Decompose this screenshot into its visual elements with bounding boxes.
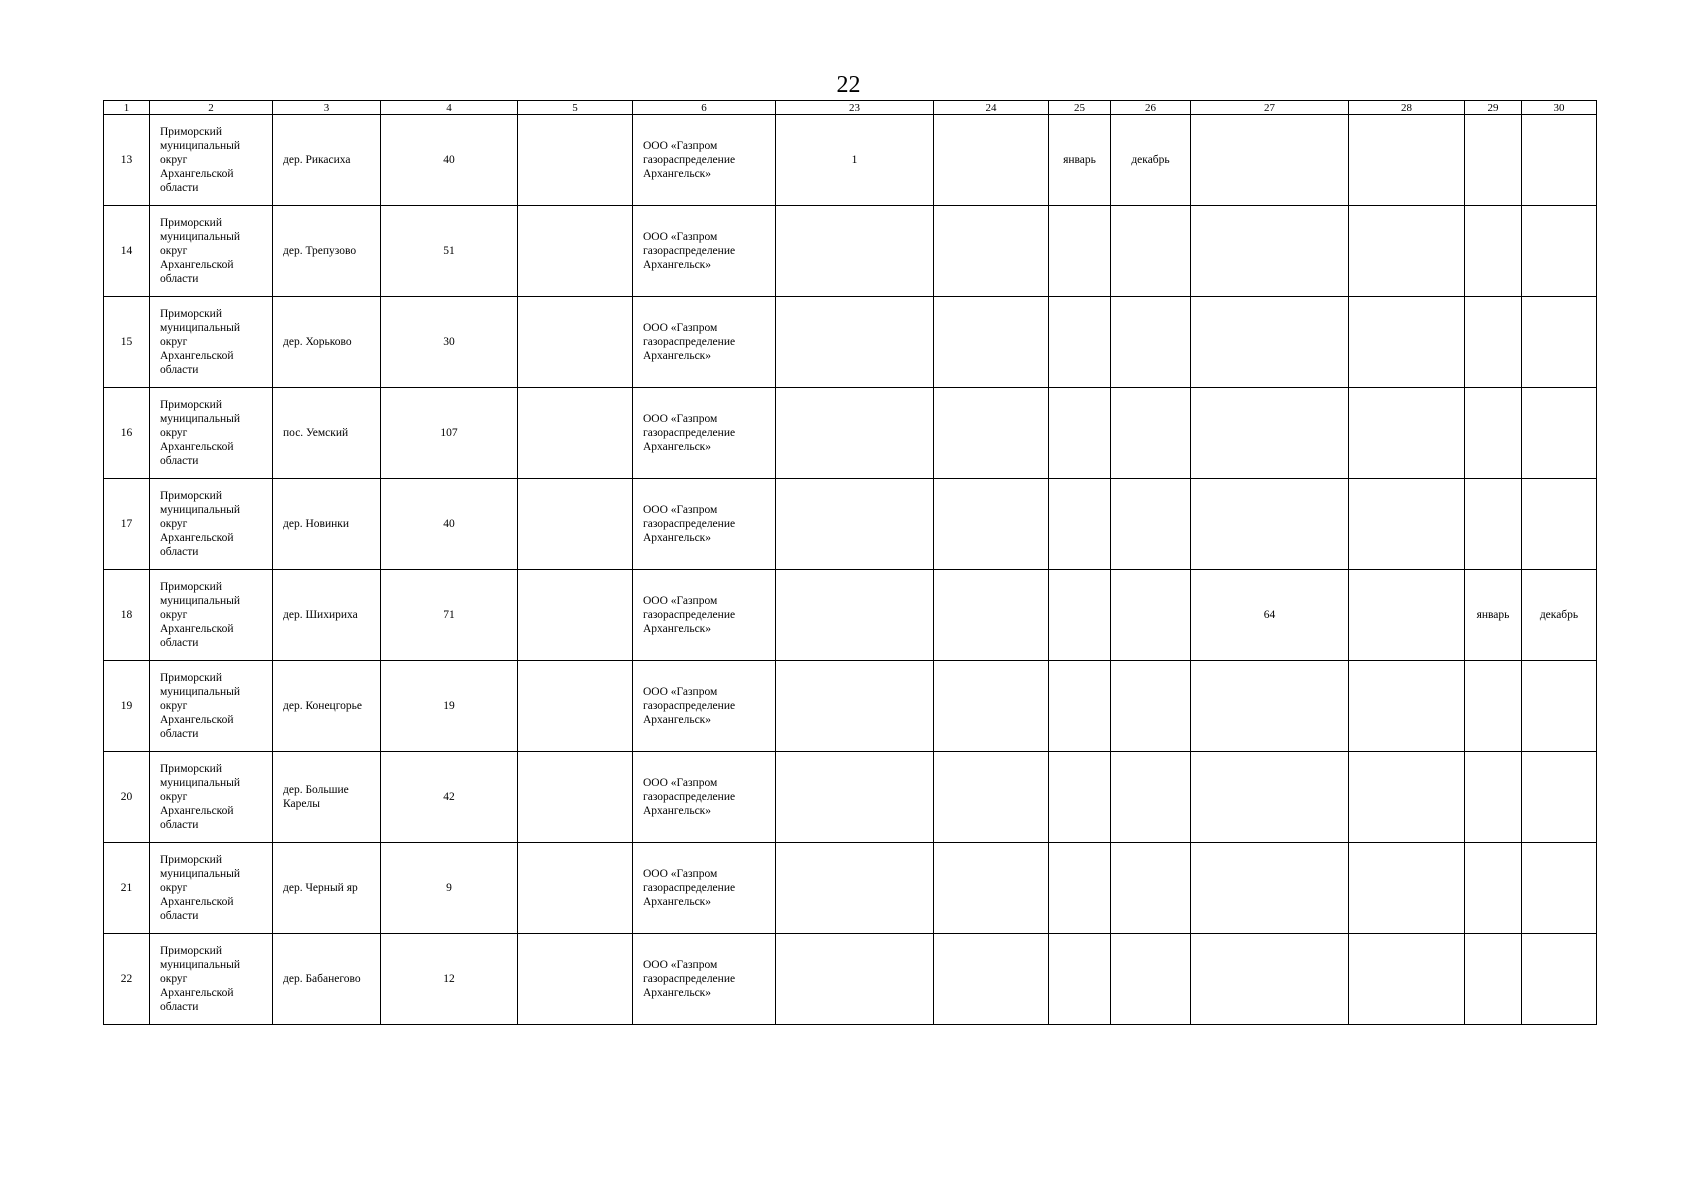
value-col24-cell xyxy=(934,115,1049,206)
value-col23-cell: 1 xyxy=(776,115,934,206)
start-month-cell xyxy=(1049,934,1111,1025)
column-header: 24 xyxy=(934,101,1049,115)
table-row xyxy=(104,388,1597,479)
end-month-cell xyxy=(1111,206,1191,297)
end-month-cell xyxy=(1111,570,1191,661)
column-header: 27 xyxy=(1191,101,1349,115)
value-col27-cell xyxy=(1191,388,1349,479)
column-header: 23 xyxy=(776,101,934,115)
value-col24-cell xyxy=(934,206,1049,297)
settlement-cell: дер. Большие Карелы xyxy=(273,752,381,843)
organization-cell: ООО «Газпром газораспределение Архангельск» xyxy=(633,843,776,934)
value-col28-cell xyxy=(1349,570,1465,661)
district-cell: Приморский муниципальный округ Архангельской области xyxy=(150,388,273,479)
table-body xyxy=(104,115,1597,1025)
column-header: 1 xyxy=(104,101,150,115)
start-month-2-cell xyxy=(1465,115,1522,206)
column-header: 5 xyxy=(518,101,633,115)
district-cell: Приморский муниципальный округ Архангельской области xyxy=(150,115,273,206)
settlement-cell: дер. Шихириха xyxy=(273,570,381,661)
value-col27-cell xyxy=(1191,752,1349,843)
start-month-2-cell xyxy=(1465,479,1522,570)
start-month-2-cell xyxy=(1465,752,1522,843)
value-col4-cell: 42 xyxy=(381,752,518,843)
table-row xyxy=(104,661,1597,752)
value-col5-cell xyxy=(518,570,633,661)
end-month-cell: декабрь xyxy=(1111,115,1191,206)
end-month-2-cell xyxy=(1522,297,1597,388)
settlement-cell: дер. Хорьково xyxy=(273,297,381,388)
value-col28-cell xyxy=(1349,297,1465,388)
start-month-cell xyxy=(1049,570,1111,661)
value-col5-cell xyxy=(518,297,633,388)
value-col4-cell: 40 xyxy=(381,479,518,570)
value-col4-cell: 12 xyxy=(381,934,518,1025)
value-col28-cell xyxy=(1349,934,1465,1025)
district-cell: Приморский муниципальный округ Архангельской области xyxy=(150,843,273,934)
start-month-cell xyxy=(1049,388,1111,479)
value-col4-cell: 30 xyxy=(381,297,518,388)
column-header: 30 xyxy=(1522,101,1597,115)
start-month-cell: январь xyxy=(1049,115,1111,206)
value-col24-cell xyxy=(934,843,1049,934)
organization-cell: ООО «Газпром газораспределение Архангельск» xyxy=(633,479,776,570)
value-col4-cell: 40 xyxy=(381,115,518,206)
district-cell: Приморский муниципальный округ Архангельской области xyxy=(150,934,273,1025)
value-col24-cell xyxy=(934,479,1049,570)
value-col23-cell xyxy=(776,297,934,388)
organization-cell: ООО «Газпром газораспределение Архангельск» xyxy=(633,297,776,388)
value-col5-cell xyxy=(518,752,633,843)
value-col23-cell xyxy=(776,206,934,297)
table-row xyxy=(104,843,1597,934)
table-row xyxy=(104,297,1597,388)
row-number-cell: 18 xyxy=(104,570,150,661)
value-col23-cell xyxy=(776,479,934,570)
value-col27-cell xyxy=(1191,297,1349,388)
settlement-cell: дер. Трепузово xyxy=(273,206,381,297)
end-month-2-cell xyxy=(1522,388,1597,479)
value-col28-cell xyxy=(1349,479,1465,570)
value-col4-cell: 71 xyxy=(381,570,518,661)
organization-cell: ООО «Газпром газораспределение Архангельск» xyxy=(633,752,776,843)
end-month-cell xyxy=(1111,479,1191,570)
district-cell: Приморский муниципальный округ Архангельской области xyxy=(150,297,273,388)
value-col5-cell xyxy=(518,206,633,297)
row-number-cell: 15 xyxy=(104,297,150,388)
page-number: 22 xyxy=(836,72,861,98)
row-number-cell: 21 xyxy=(104,843,150,934)
end-month-2-cell xyxy=(1522,206,1597,297)
end-month-cell xyxy=(1111,752,1191,843)
value-col27-cell xyxy=(1191,206,1349,297)
value-col23-cell xyxy=(776,752,934,843)
settlement-cell: пос. Уемский xyxy=(273,388,381,479)
value-col5-cell xyxy=(518,388,633,479)
start-month-2-cell xyxy=(1465,934,1522,1025)
start-month-2-cell xyxy=(1465,206,1522,297)
table-row xyxy=(104,115,1597,206)
value-col4-cell: 9 xyxy=(381,843,518,934)
end-month-cell xyxy=(1111,843,1191,934)
value-col23-cell xyxy=(776,570,934,661)
end-month-2-cell xyxy=(1522,843,1597,934)
value-col23-cell xyxy=(776,843,934,934)
value-col28-cell xyxy=(1349,115,1465,206)
gasification-table xyxy=(103,100,1597,1025)
start-month-cell xyxy=(1049,297,1111,388)
value-col28-cell xyxy=(1349,388,1465,479)
value-col4-cell: 107 xyxy=(381,388,518,479)
organization-cell: ООО «Газпром газораспределение Архангельск» xyxy=(633,934,776,1025)
column-header: 2 xyxy=(150,101,273,115)
value-col28-cell xyxy=(1349,752,1465,843)
start-month-2-cell: январь xyxy=(1465,570,1522,661)
start-month-2-cell xyxy=(1465,661,1522,752)
value-col24-cell xyxy=(934,570,1049,661)
value-col23-cell xyxy=(776,934,934,1025)
end-month-2-cell xyxy=(1522,479,1597,570)
start-month-cell xyxy=(1049,843,1111,934)
district-cell: Приморский муниципальный округ Архангельской области xyxy=(150,206,273,297)
value-col24-cell xyxy=(934,661,1049,752)
settlement-cell: дер. Конецгорье xyxy=(273,661,381,752)
start-month-cell xyxy=(1049,206,1111,297)
settlement-cell: дер. Новинки xyxy=(273,479,381,570)
value-col4-cell: 51 xyxy=(381,206,518,297)
value-col27-cell xyxy=(1191,115,1349,206)
end-month-2-cell xyxy=(1522,115,1597,206)
start-month-cell xyxy=(1049,661,1111,752)
value-col28-cell xyxy=(1349,661,1465,752)
value-col27-cell: 64 xyxy=(1191,570,1349,661)
organization-cell: ООО «Газпром газораспределение Архангельск» xyxy=(633,206,776,297)
value-col5-cell xyxy=(518,934,633,1025)
row-number-cell: 19 xyxy=(104,661,150,752)
value-col5-cell xyxy=(518,115,633,206)
column-header: 28 xyxy=(1349,101,1465,115)
settlement-cell: дер. Бабанегово xyxy=(273,934,381,1025)
column-header: 6 xyxy=(633,101,776,115)
row-number-cell: 16 xyxy=(104,388,150,479)
organization-cell: ООО «Газпром газораспределение Архангельск» xyxy=(633,570,776,661)
end-month-cell xyxy=(1111,661,1191,752)
value-col5-cell xyxy=(518,661,633,752)
organization-cell: ООО «Газпром газораспределение Архангельск» xyxy=(633,661,776,752)
column-header: 29 xyxy=(1465,101,1522,115)
value-col27-cell xyxy=(1191,479,1349,570)
row-number-cell: 20 xyxy=(104,752,150,843)
value-col24-cell xyxy=(934,934,1049,1025)
table-row xyxy=(104,479,1597,570)
end-month-2-cell xyxy=(1522,661,1597,752)
table-row xyxy=(104,570,1597,661)
end-month-2-cell: декабрь xyxy=(1522,570,1597,661)
start-month-cell xyxy=(1049,752,1111,843)
settlement-cell: дер. Рикасиха xyxy=(273,115,381,206)
value-col28-cell xyxy=(1349,206,1465,297)
row-number-cell: 17 xyxy=(104,479,150,570)
start-month-cell xyxy=(1049,479,1111,570)
value-col4-cell: 19 xyxy=(381,661,518,752)
value-col27-cell xyxy=(1191,843,1349,934)
start-month-2-cell xyxy=(1465,297,1522,388)
column-header: 4 xyxy=(381,101,518,115)
value-col23-cell xyxy=(776,661,934,752)
value-col27-cell xyxy=(1191,661,1349,752)
end-month-cell xyxy=(1111,388,1191,479)
organization-cell: ООО «Газпром газораспределение Архангельск» xyxy=(633,388,776,479)
column-header: 3 xyxy=(273,101,381,115)
table-row xyxy=(104,934,1597,1025)
column-number-row xyxy=(104,101,1597,115)
row-number-cell: 14 xyxy=(104,206,150,297)
row-number-cell: 13 xyxy=(104,115,150,206)
end-month-cell xyxy=(1111,297,1191,388)
column-header: 25 xyxy=(1049,101,1111,115)
start-month-2-cell xyxy=(1465,388,1522,479)
value-col5-cell xyxy=(518,479,633,570)
district-cell: Приморский муниципальный округ Архангельской области xyxy=(150,661,273,752)
district-cell: Приморский муниципальный округ Архангельской области xyxy=(150,752,273,843)
end-month-2-cell xyxy=(1522,934,1597,1025)
table-row xyxy=(104,752,1597,843)
value-col23-cell xyxy=(776,388,934,479)
end-month-cell xyxy=(1111,934,1191,1025)
table-row xyxy=(104,206,1597,297)
value-col24-cell xyxy=(934,388,1049,479)
value-col5-cell xyxy=(518,843,633,934)
end-month-2-cell xyxy=(1522,752,1597,843)
start-month-2-cell xyxy=(1465,843,1522,934)
value-col27-cell xyxy=(1191,934,1349,1025)
district-cell: Приморский муниципальный округ Архангельской области xyxy=(150,570,273,661)
value-col24-cell xyxy=(934,752,1049,843)
column-header: 26 xyxy=(1111,101,1191,115)
organization-cell: ООО «Газпром газораспределение Архангельск» xyxy=(633,115,776,206)
row-number-cell: 22 xyxy=(104,934,150,1025)
value-col24-cell xyxy=(934,297,1049,388)
district-cell: Приморский муниципальный округ Архангельской области xyxy=(150,479,273,570)
settlement-cell: дер. Черный яр xyxy=(273,843,381,934)
value-col28-cell xyxy=(1349,843,1465,934)
